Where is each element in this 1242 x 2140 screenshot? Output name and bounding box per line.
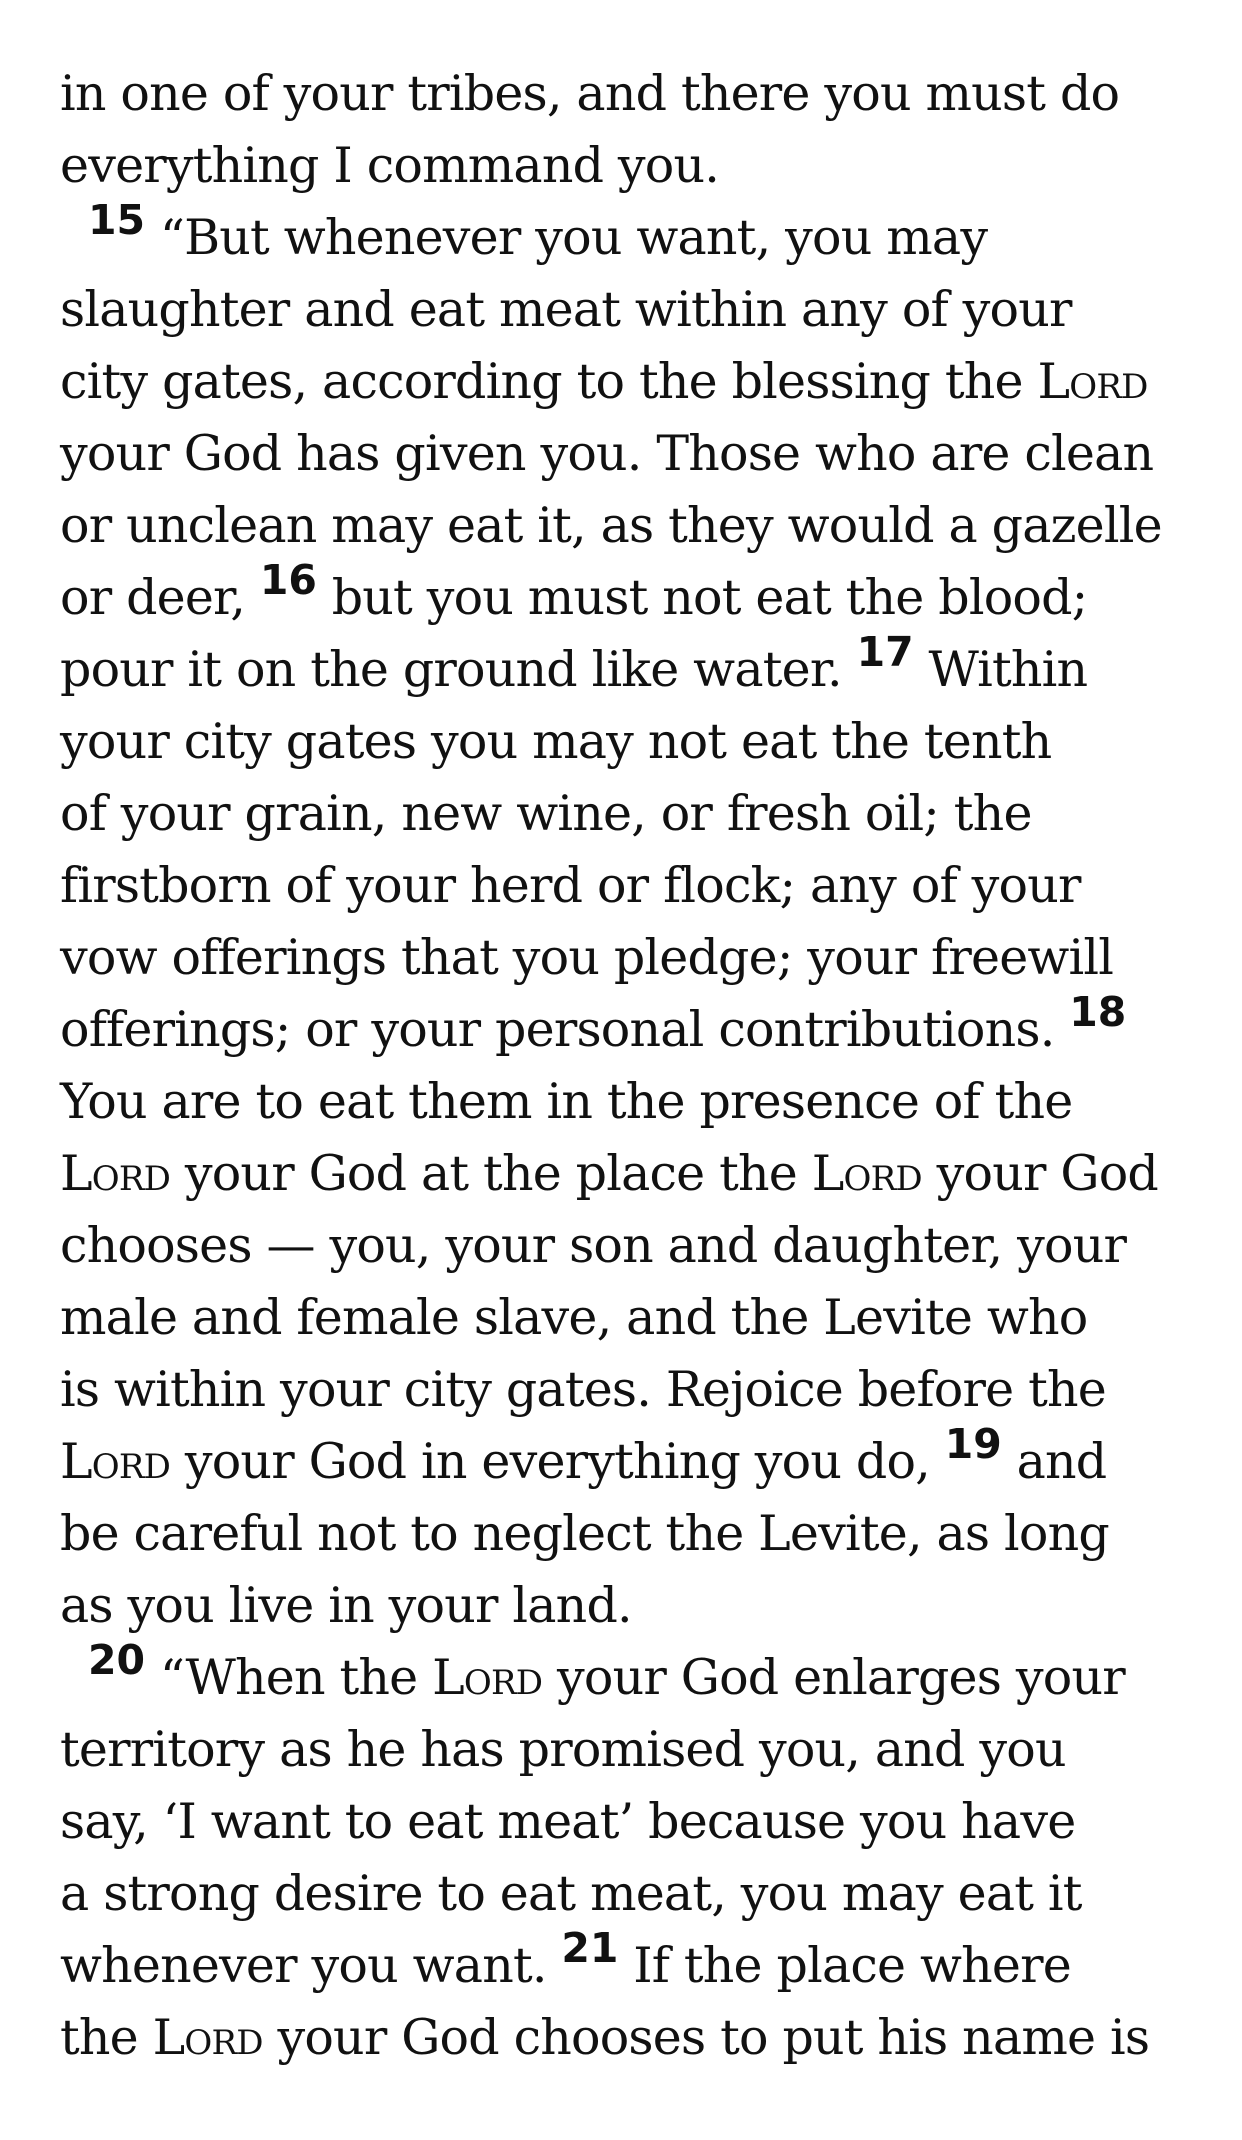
verse-text: your God in everything you do, [170, 1433, 945, 1490]
text-line [60, 1858, 1200, 1930]
verse-text: chooses — you, your son and daughter, your [60, 1217, 1127, 1274]
verse-text: vow offerings that you pledge; your freewill [60, 929, 1114, 986]
verse-number: 17 [856, 628, 914, 676]
divine-name: Lord [60, 1145, 171, 1202]
text-line [60, 1924, 1200, 2002]
verse-text: slaughter and eat meat within any of your [60, 281, 1072, 338]
verse-text: male and female slave, and the Levite who [60, 1289, 1088, 1346]
verse-text: the [60, 2009, 153, 2066]
text-line [60, 130, 1200, 202]
text-line [60, 346, 1200, 418]
verse-text: Within [913, 641, 1088, 698]
verse-text: “When the [145, 1649, 433, 1706]
text-line [60, 922, 1200, 994]
verse-number: 20 [88, 1636, 146, 1684]
divine-name: Lord [152, 2009, 263, 2066]
text-line [60, 1138, 1200, 1210]
verse-text: your God enlarges your [542, 1649, 1125, 1706]
verse-text: your God has given you. Those who are clean [60, 425, 1154, 482]
text-line [60, 58, 1200, 130]
verse-text: but you must not eat the blood; [316, 569, 1088, 626]
text-line [60, 274, 1200, 346]
verse-text: be careful not to neglect the Levite, as long [60, 1505, 1109, 1562]
divine-name: Lord [432, 1649, 543, 1706]
verse-text: your city gates you may not eat the tenth [60, 713, 1052, 770]
text-line [60, 490, 1200, 562]
text-line [60, 1066, 1200, 1138]
text-line [60, 418, 1200, 490]
text-line [60, 1420, 1200, 1498]
verse-text: say, ‘I want to eat meat’ because you have [60, 1793, 1076, 1850]
verse-text: in one of your tribes, and there you must do [60, 65, 1120, 122]
verse-text: “But whenever you want, you may [145, 209, 988, 266]
verse-text: firstborn of your herd or flock; any of your [60, 857, 1081, 914]
text-line [60, 1636, 1200, 1714]
verse-text: or unclean may eat it, as they would a gazelle [60, 497, 1162, 554]
verse-text: your God [921, 1145, 1158, 1202]
verse-number: 18 [1069, 988, 1127, 1036]
verse-number: 21 [561, 1924, 619, 1972]
verse-text: your God at the place the [170, 1145, 812, 1202]
verse-text: city gates, according to the blessing the [60, 353, 1038, 410]
text-line [60, 2002, 1200, 2074]
text-line [60, 556, 1200, 634]
verse-text: is within your city gates. Rejoice before the [60, 1361, 1106, 1418]
text-line [60, 1570, 1200, 1642]
text-line [60, 1786, 1200, 1858]
text-line [60, 196, 1200, 274]
verse-text: a strong desire to eat meat, you may eat it [60, 1865, 1082, 1922]
text-line [60, 1282, 1200, 1354]
verse-text: territory as he has promised you, and you [60, 1721, 1066, 1778]
verse-text: or deer, [60, 569, 260, 626]
verse-text: as you live in your land. [60, 1577, 632, 1634]
text-line [60, 988, 1200, 1066]
divine-name: Lord [811, 1145, 922, 1202]
divine-name: Lord [1037, 353, 1148, 410]
verse-text: offerings; or your personal contributions. [60, 1001, 1070, 1058]
scripture-text [60, 58, 1200, 2074]
verse-text: You are to eat them in the presence of the [60, 1073, 1073, 1130]
verse-text: pour it on the ground like water. [60, 641, 857, 698]
verse-text: If the place where [618, 1937, 1071, 1994]
verse-text: your God chooses to put his name is [262, 2009, 1150, 2066]
verse-text: and [1001, 1433, 1107, 1490]
text-line [60, 628, 1200, 706]
text-line [60, 850, 1200, 922]
text-line [60, 1714, 1200, 1786]
verse-number: 19 [944, 1420, 1002, 1468]
text-line [60, 1210, 1200, 1282]
text-line [60, 1498, 1200, 1570]
text-line [60, 706, 1200, 778]
text-line [60, 778, 1200, 850]
text-line [60, 1354, 1200, 1426]
verse-text: of your grain, new wine, or fresh oil; the [60, 785, 1032, 842]
divine-name: Lord [60, 1433, 171, 1490]
verse-number: 16 [259, 556, 317, 604]
verse-text: everything I command you. [60, 137, 720, 194]
verse-text: whenever you want. [60, 1937, 562, 1994]
verse-number: 15 [88, 196, 146, 244]
